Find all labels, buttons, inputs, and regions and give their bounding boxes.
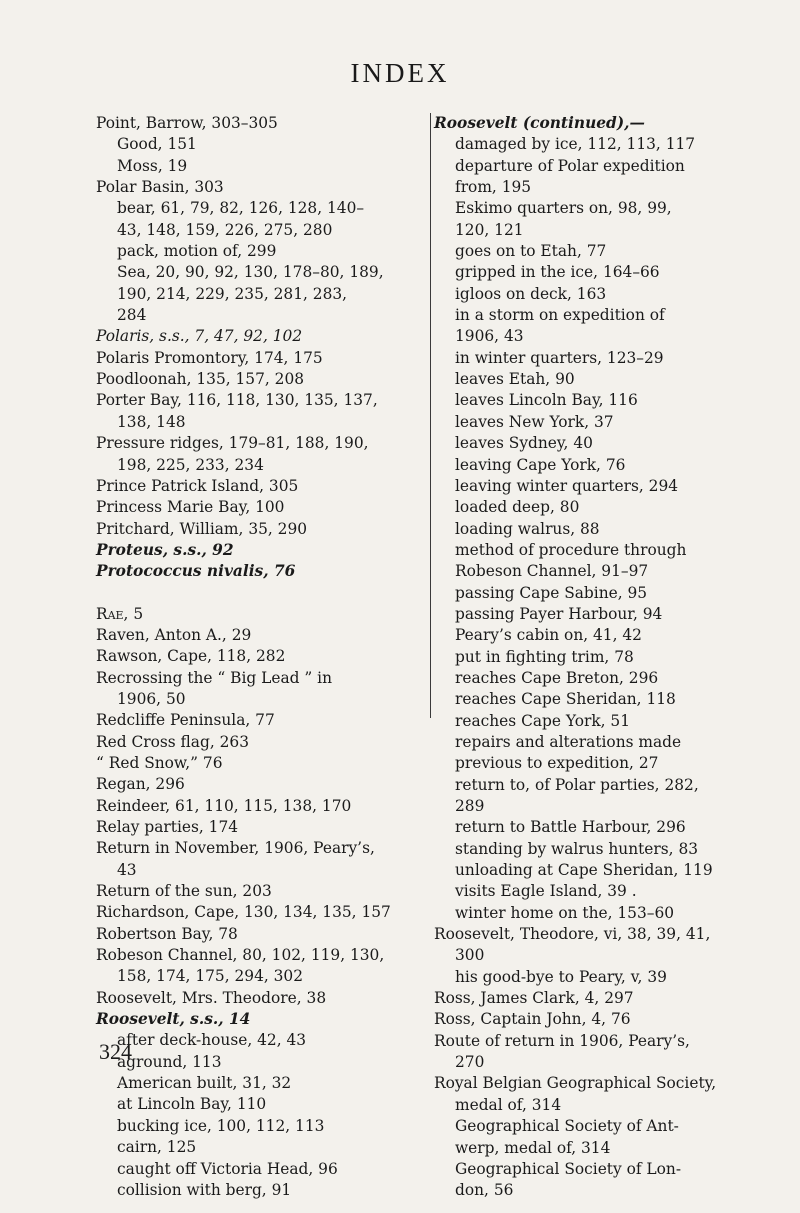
index-entry: Return of the sun, 203 [96, 882, 272, 901]
index-entry: Redcliffe Peninsula, 77 [96, 711, 275, 730]
index-subentry: passing Payer Harbour, 94 [455, 604, 663, 623]
index-entry: Recrossing the “ Big Lead ” in [96, 668, 332, 687]
index-entry: Reindeer, 61, 110, 115, 138, 170 [96, 796, 352, 815]
index-entry: Raven, Anton A., 29 [96, 625, 252, 644]
index-entry: Route of return in 1906, Peary’s, [434, 1031, 690, 1050]
index-subentry: cairn, 125 [117, 1138, 197, 1157]
index-subentry: gripped in the ice, 164–66 [455, 263, 660, 282]
index-entry-continuation: 138, 148 [117, 412, 186, 431]
index-entry: “ Red Snow,” 76 [96, 753, 223, 772]
index-subentry: put in fighting trim, 78 [455, 647, 634, 666]
index-subentry: Good, 151 [117, 135, 197, 154]
index-entry: Robertson Bay, 78 [96, 924, 238, 943]
index-subentry: return to Battle Harbour, 296 [455, 818, 686, 837]
index-subentry: reaches Cape York, 51 [455, 711, 631, 730]
index-entry-continuation: 158, 174, 175, 294, 302 [117, 967, 304, 986]
index-subentry: leaves Etah, 90 [455, 370, 575, 389]
index-subentry: leaving Cape York, 76 [455, 455, 626, 474]
index-entry: Roosevelt, s.s., 14 [96, 1010, 251, 1029]
index-entry: Protococcus nivalis, 76 [96, 562, 296, 581]
index-entry: Poodloonah, 135, 157, 208 [96, 370, 305, 389]
index-subentry: leaves New York, 37 [455, 412, 614, 431]
index-entry: Porter Bay, 116, 118, 130, 135, 137, [96, 391, 378, 410]
index-entry: Relay parties, 174 [96, 818, 239, 836]
index-entry-continuation: medal of, 314 [455, 1095, 562, 1114]
index-subentry: after deck-house, 42, 43 [117, 1031, 307, 1050]
index-subentry: bucking ice, 100, 112, 113 [117, 1116, 325, 1135]
index-entry: Ross, James Clark, 4, 297 [434, 989, 634, 1008]
index-entry: Prince Patrick Island, 305 [96, 476, 299, 495]
page-title: INDEX [350, 58, 450, 88]
index-subentry: Sea, 20, 90, 92, 130, 178–80, 189, [117, 263, 384, 282]
index-subentry: American built, 31, 32 [117, 1074, 292, 1093]
index-entry-continuation: 43 [117, 860, 137, 879]
index-entry: Pressure ridges, 179–81, 188, 190, [96, 434, 369, 453]
index-subentry: repairs and alterations made [455, 732, 682, 751]
index-subentry: Moss, 19 [117, 156, 188, 175]
index-entry: Rawson, Cape, 118, 282 [96, 647, 286, 666]
index-subentry: in winter quarters, 123–29 [455, 348, 664, 367]
index-subentry-continuation: don, 56 [455, 1181, 514, 1200]
index-subentry: collision with berg, 91 [117, 1180, 292, 1199]
index-subentry: return to, of Polar parties, 282, [455, 775, 699, 794]
index-subentry: reaches Cape Sheridan, 118 [455, 690, 676, 709]
index-subentry: damaged by ice, 112, 113, 117 [455, 135, 696, 154]
page-number: 324 [99, 1039, 132, 1064]
index-subentry-continuation: 1906, 43 [455, 327, 524, 346]
index-subentry-continuation: Robeson Channel, 91–97 [455, 562, 649, 581]
index-entry: Roosevelt, Theodore, vi, 38, 39, 41, [434, 925, 711, 944]
index-entry: Proteus, s.s., 92 [96, 540, 234, 559]
index-subentry: Geographical Society of Lon- [455, 1159, 682, 1178]
index-subentry: unloading at Cape Sheridan, 119 [455, 861, 713, 880]
index-entry: Return in November, 1906, Peary’s, [96, 839, 375, 858]
index-subentry: in a storm on expedition of [455, 306, 665, 325]
index-column-right [430, 113, 744, 1200]
index-subentry-continuation: 284 [117, 306, 147, 325]
index-entry: Roosevelt, Mrs. Theodore, 38 [96, 988, 327, 1007]
index-entry: Rae, 5 [96, 604, 144, 623]
index-subentry: method of procedure through [455, 540, 687, 559]
index-entry: Princess Marie Bay, 100 [96, 498, 285, 517]
index-subentry: leaving winter quarters, 294 [455, 476, 679, 495]
index-subentry: passing Cape Sabine, 95 [455, 583, 648, 602]
index-subentry-continuation: 120, 121 [455, 220, 524, 239]
index-subentry: his good-bye to Peary, v, 39 [455, 967, 667, 986]
index-entry: Polar Basin, 303 [96, 178, 224, 197]
index-subentry: departure of Polar expedition [455, 156, 685, 175]
index-subentry: winter home on the, 153–60 [455, 903, 675, 922]
index-subentry: bear, 61, 79, 82, 126, 128, 140– [117, 199, 365, 218]
index-subentry: leaves Sydney, 40 [455, 434, 593, 453]
index-subentry: visits Eagle Island, 39 . [455, 882, 637, 901]
index-subentry: Eskimo quarters on, 98, 99, [455, 199, 672, 218]
index-entry-continuation: 198, 225, 233, 234 [117, 455, 264, 474]
index-subentry-continuation: 43, 148, 159, 226, 275, 280 [117, 220, 333, 239]
index-entry: Point, Barrow, 303–305 [96, 114, 278, 132]
index-subentry: pack, motion of, 299 [117, 242, 277, 261]
index-entry: Robeson Channel, 80, 102, 119, 130, [96, 946, 385, 965]
index-subentry: Geographical Society of Ant- [455, 1117, 679, 1136]
index-subentry: leaves Lincoln Bay, 116 [455, 391, 638, 410]
index-subentry: igloos on deck, 163 [455, 284, 607, 303]
index-entry: Pritchard, William, 35, 290 [96, 519, 308, 538]
index-entry: Regan, 296 [96, 775, 185, 794]
index-subentry: Peary’s cabin on, 41, 42 [455, 626, 642, 645]
index-column-left [96, 113, 414, 1201]
index-entry: Polaris, s.s., 7, 47, 92, 102 [96, 327, 303, 346]
index-subentry-continuation: previous to expedition, 27 [455, 754, 659, 773]
index-entry: Richardson, Cape, 130, 134, 135, 157 [96, 903, 391, 922]
index-subentry-continuation: from, 195 [455, 178, 532, 197]
index-entry: Ross, Captain John, 4, 76 [434, 1010, 631, 1029]
index-entry-continuation: 300 [455, 946, 485, 965]
index-subentry-continuation: 190, 214, 229, 235, 281, 283, [117, 284, 348, 303]
index-subentry-continuation: werp, medal of, 314 [455, 1138, 611, 1157]
index-subentry: reaches Cape Breton, 296 [455, 668, 659, 687]
index-subentry: goes on to Etah, 77 [455, 242, 607, 261]
index-subentry: at Lincoln Bay, 110 [117, 1095, 267, 1114]
index-subentry: loaded deep, 80 [455, 498, 580, 517]
index-entry: Polaris Promontory, 174, 175 [96, 348, 323, 367]
index-entry-continuation: 270 [455, 1053, 485, 1072]
index-subentry: standing by walrus hunters, 83 [455, 839, 699, 858]
index-subentry: loading walrus, 88 [455, 519, 600, 538]
index-subentry-continuation: 289 [455, 797, 485, 815]
index-subentry: aground, 113 [117, 1052, 222, 1071]
index-entry: Royal Belgian Geographical Society, [434, 1074, 717, 1093]
index-entry-continuation: 1906, 50 [117, 689, 186, 708]
index-subentry: caught off Victoria Head, 96 [117, 1159, 338, 1178]
index-entry: Roosevelt (continued),— [434, 114, 645, 132]
index-entry: Red Cross flag, 263 [96, 732, 249, 751]
